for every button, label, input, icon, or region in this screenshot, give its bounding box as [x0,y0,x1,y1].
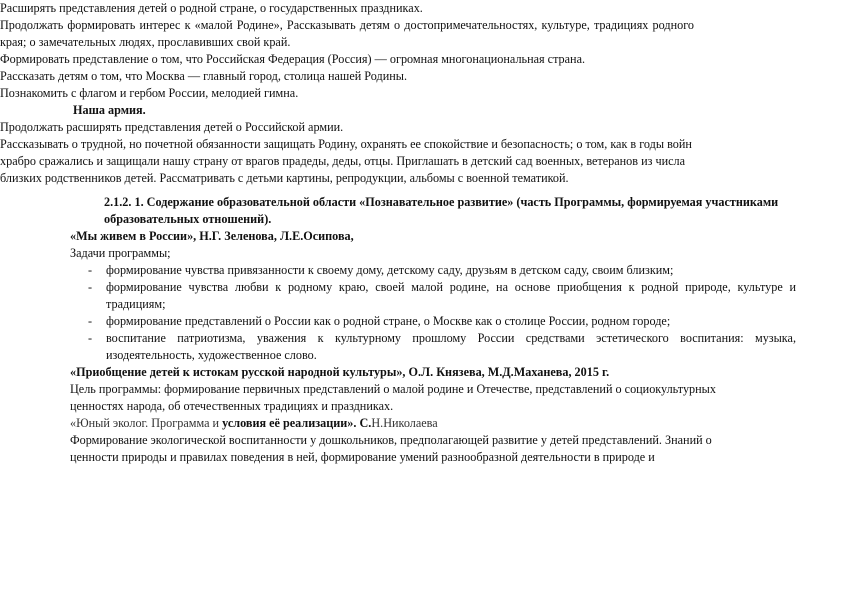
list-item: • Рассказать детям о том, что Москва — главный город, столица нашей Родины. [0,68,694,85]
eco-title-author: Н.Николаева [371,416,438,430]
bullet-list-army [0,119,694,187]
program1-title: «Мы живем в России», Н.Г. Зеленова, Л.Е.Осипова, [70,229,354,243]
list-item: - формирование чувства любви к родному краю, своей малой родине, на основе приобщения к родной природе, культуре и традициям; [106,279,796,313]
list-item: • Познакомить с флагом и гербом России, мелодией гимна. [0,85,694,102]
eco-paragraph: Формирование экологической воспитанности у дошкольников, предполагающей развитие у детей представлений. Знаний о ценности природы и правилах поведения в ней, формирование умений разнообразной деятельности в природе и [70,433,712,464]
eco-title-bold: условия её реализации». С. [222,416,372,430]
list-item: • Рассказывать о трудной, но почетной обязанности защищать Родину, охранять ее спокойствие и безопасность; о том, как в годы войн храбро сражались и защищали нашу страну от врагов прадеды, деды, отцы. Приглашать в детский сад военных, ветеранов из числа близких родственников детей. Рассматривать с детьми картины, репродукции, альбомы с военной тематикой. [0,136,694,187]
program2-title: «Приобщение детей к истокам русской народной культуры», О.Л. Князева, М.Д.Маханева, 2015 г. [70,365,610,379]
tasks-list [106,262,796,364]
list-item: • Расширять представления детей о родной стране, о государственных праздниках. [0,0,694,17]
bullet-list-homeland [0,0,694,102]
list-item: • Продолжать расширять представления детей о Российской армии. [0,119,694,136]
list-item: • Продолжать формировать интерес к «малой Родине», Рассказывать детям о достопримечательностях, культуре, традициях родного края; о замечательных людях, прославивших свой край. [0,17,694,51]
list-item: • Формировать представление о том, что Российская Федерация (Россия) — огромная многонациональная страна. [0,51,694,68]
list-item: - формирование чувства привязанности к своему дому, детскому саду, друзьям в детском саду, своим близким; [106,262,796,279]
section-heading: 2.1.2. 1. Содержание образовательной области «Познавательное развитие» (часть Программы, формируемая участниками образовательных отношений). [104,195,779,226]
eco-program-title [70,415,842,432]
tasks-label: Задачи программы; [70,246,171,260]
eco-title-prefix: «Юный эколог. Программа и [70,416,223,430]
list-item: - формирование представлений о России как о родной стране, о Москве как о столице России, родном городе; [106,313,796,330]
army-heading: Наша армия. [73,103,146,117]
list-item: - воспитание патриотизма, уважения к культурному прошлому России средствами эстетического воспитания: музыка, изодеятельность, художественное слово. [106,330,796,364]
program2-goal: Цель программы: формирование первичных представлений о малой родине и Отечестве, представлений о социокультурных ценностях народа, об отечественных традициях и праздниках. [70,382,716,413]
